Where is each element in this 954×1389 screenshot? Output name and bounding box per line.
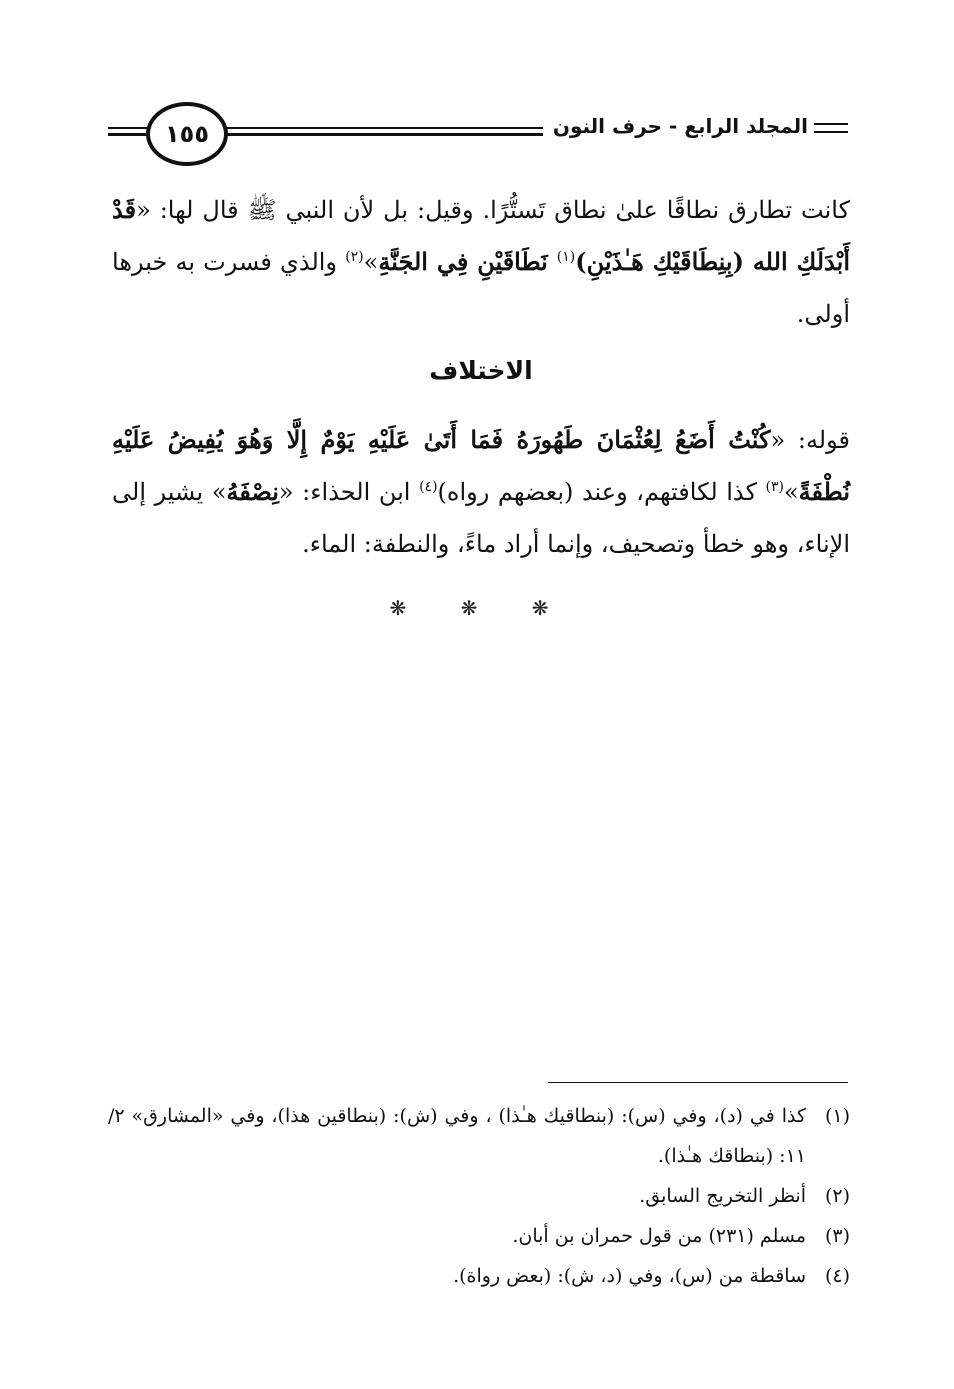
- paragraph-1: [112, 184, 850, 340]
- footnote-number: (٢): [824, 1185, 850, 1207]
- footnote-ref-4[interactable]: (٤): [419, 479, 438, 495]
- header-lead-mark: [814, 123, 848, 133]
- footnote-text: مسلم (٢٣١) من قول حمران بن أبان.: [512, 1225, 806, 1247]
- p1-text-a: كانت تطارق نطاقًا علىٰ نطاق تَستُّرًا. وقيل: بل لأن النبي ﷺ قال لها: «: [136, 196, 850, 224]
- footnote-ref-1[interactable]: (١): [556, 249, 576, 265]
- footnote-4: [108, 1256, 850, 1296]
- footnote-ref-2[interactable]: (٢): [345, 249, 364, 265]
- p2-text-d: ابن الحذاء: «: [278, 478, 420, 506]
- section-heading: الاختلاف: [429, 356, 533, 385]
- footnote-1: [108, 1096, 850, 1176]
- paragraph-2: [112, 414, 850, 570]
- footnote-rule: [548, 1082, 848, 1083]
- p1-quote-a: قَدْ أَبْدَلَكِ الله (بِنِطَاقَيْكِ هَـٰذَيْنِ): [112, 195, 850, 276]
- header-title: [543, 114, 848, 138]
- p1-text-b: »: [363, 248, 379, 276]
- footnote-2: [108, 1176, 850, 1216]
- footnotes: [108, 1096, 850, 1296]
- footnote-number: (٤): [824, 1265, 850, 1287]
- footnote-ref-3[interactable]: (٣): [765, 479, 784, 495]
- p2-text-c: كذا لكافتهم، وعند (بعضهم رواه): [437, 478, 766, 506]
- running-header: [108, 100, 848, 164]
- p2-quote: كُنْتُ أَضَعُ لِعُثْمَانَ طَهُورَهُ فَمَا أَتَىٰ عَلَيْهِ يَوْمٌ إِلَّا وَهُوَ يُفِيضُ عَلَيْهِ نُطْفَةً: [112, 425, 851, 506]
- p2-text-e: » يشير إلى الإناء، وهو خطأ وتصحيف، وإنما أراد ماءً، والنطفة: الماء.: [112, 478, 850, 558]
- footnote-text: أنظر التخريج السابق.: [639, 1185, 806, 1207]
- p1-text-c: والذي فسرت به خبرها أولى.: [112, 248, 850, 328]
- header-title-text: المجلد الرابع - حرف النون: [552, 114, 808, 138]
- p2-text-b: »: [783, 478, 799, 506]
- footnote-text: ساقطة من (س)، وفي (د، ش): (بعض رواة).: [453, 1265, 806, 1287]
- p1-quote-b: نَطَاقَيْنِ فِي الجَنَّةِ: [378, 247, 557, 276]
- section-separator-stars: ❋ ❋ ❋: [389, 596, 573, 620]
- page-number: ١٥٥: [146, 102, 228, 166]
- footnote-number: (٣): [824, 1225, 850, 1247]
- footnote-text: كذا في (د)، وفي (س): (بنطاقيك هـٰذا) ، وفي (ش): (بنطاقين هذا)، وفي «المشارق» ٢/ ١١: (بنطاقك هـٰذا).: [108, 1105, 806, 1167]
- footnote-3: [108, 1216, 850, 1256]
- footnote-number: (١): [824, 1105, 850, 1127]
- p2-text-a: قوله: «: [770, 426, 850, 454]
- p2-quote-2: نِصْفَهُ: [226, 477, 279, 506]
